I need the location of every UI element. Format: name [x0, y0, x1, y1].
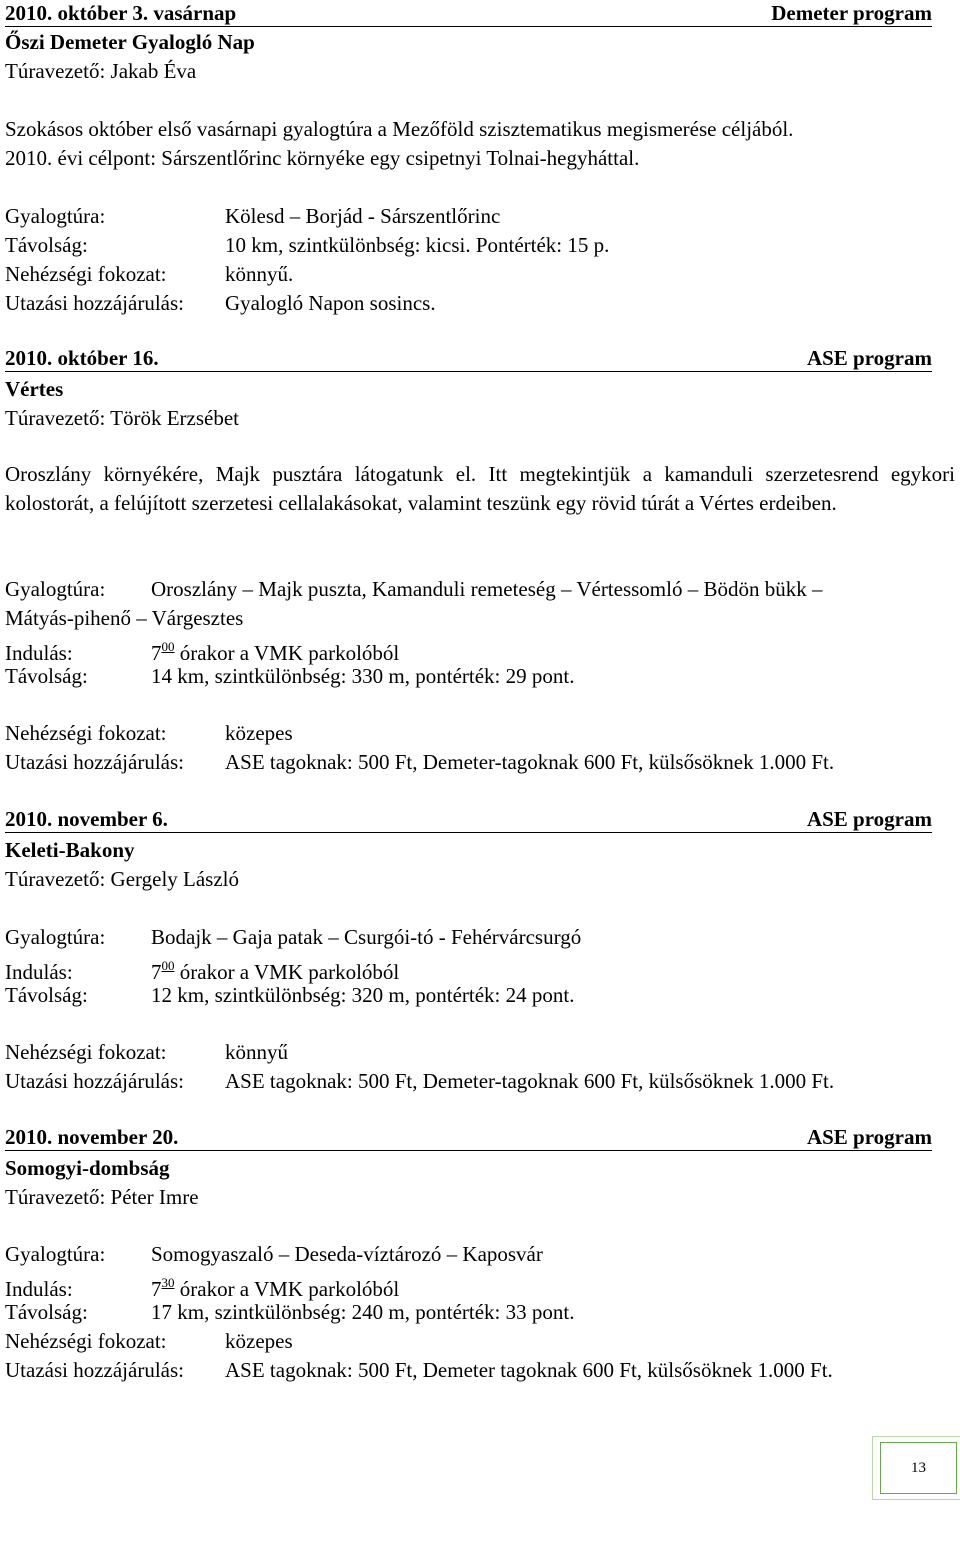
event-date: 2010. október 16. [5, 346, 159, 370]
event-date: 2010. november 6. [5, 807, 168, 831]
difficulty-row [5, 720, 293, 746]
route-value: Somogyaszaló – Deseda-víztározó – Kaposvár [151, 1242, 543, 1266]
cost-row [5, 290, 436, 316]
difficulty-label: Nehézségi fokozat: [5, 1329, 167, 1353]
route-label: Gyalogtúra: [5, 1242, 106, 1266]
distance-value: 10 km, szintkülönbség: kicsi. Pontérték: 15 p. [225, 233, 610, 257]
difficulty-value: könnyű [225, 1040, 288, 1064]
cost-value: Gyalogló Napon sosincs. [225, 291, 436, 315]
event-program: Demeter program [771, 1, 932, 25]
route-value: Kölesd – Borjád - Sárszentlőrinc [225, 204, 501, 228]
event-description: Szokásos október első vasárnapi gyalogtúra a Mezőföld szisztematikus megismerése céljából. [5, 117, 794, 141]
cost-value: ASE tagoknak: 500 Ft, Demeter-tagoknak 600 Ft, külsősöknek 1.000 Ft. [225, 750, 835, 774]
event-header [5, 345, 932, 372]
distance-label: Távolság: [5, 983, 88, 1007]
route-value: Bodajk – Gaja patak – Csurgói-tó - Fehérvárcsurgó [151, 925, 582, 949]
start-place: órakor a VMK parkolóból [179, 641, 400, 665]
start-label: Indulás: [5, 641, 73, 665]
start-hour: 7 [151, 641, 162, 665]
route-value: Oroszlány – Majk puszta, Kamanduli remeteség – Vértessomló – Bödön bükk – [151, 577, 823, 601]
event-program: ASE program [806, 807, 932, 831]
event-title: Keleti-Bakony [5, 838, 135, 862]
cost-value: ASE tagoknak: 500 Ft, Demeter-tagoknak 600 Ft, külsősöknek 1.000 Ft. [225, 1069, 835, 1093]
difficulty-value: közepes [225, 1329, 293, 1353]
event-description: Oroszlány környékére, Majk pusztára látogatunk el. Itt megtekintjük a kamanduli szerzetesrend egykori kolostorát, a felújított szerzetesi cellalakásokat, valamint teszünk egy rövid túrát a Vértes erdeiben. [5, 462, 955, 515]
event-header [5, 806, 932, 833]
route-row [5, 924, 581, 950]
difficulty-row [5, 1039, 288, 1065]
event-title: Vértes [5, 377, 64, 401]
start-label: Indulás: [5, 960, 73, 984]
distance-row [5, 663, 574, 689]
cost-label: Utazási hozzájárulás: [5, 750, 184, 774]
distance-label: Távolság: [5, 233, 88, 257]
distance-label: Távolság: [5, 1300, 88, 1324]
cost-label: Utazási hozzájárulás: [5, 291, 184, 315]
start-hour: 7 [151, 1277, 162, 1301]
difficulty-row [5, 261, 293, 287]
event-header [5, 0, 932, 27]
start-minute: 00 [161, 639, 175, 654]
page-number: 13 [880, 1442, 957, 1494]
difficulty-value: közepes [225, 721, 293, 745]
cost-label: Utazási hozzájárulás: [5, 1358, 184, 1382]
event-leader: Túravezető: Török Erzsébet [5, 406, 240, 430]
difficulty-label: Nehézségi fokozat: [5, 1040, 167, 1064]
event-title: Őszi Demeter Gyalogló Nap [5, 30, 255, 54]
distance-row [5, 1299, 574, 1325]
event-header [5, 1124, 932, 1151]
event-leader: Túravezető: Gergely László [5, 867, 240, 891]
distance-label: Távolság: [5, 664, 88, 688]
cost-label: Utazási hozzájárulás: [5, 1069, 184, 1093]
start-label: Indulás: [5, 1277, 73, 1301]
start-row [5, 953, 399, 985]
distance-row [5, 232, 609, 258]
distance-value: 14 km, szintkülönbség: 330 m, pontérték: 29 pont. [151, 664, 575, 688]
route-label: Gyalogtúra: [5, 577, 106, 601]
distance-value: 12 km, szintkülönbség: 320 m, pontérték: 24 pont. [151, 983, 575, 1007]
start-place: órakor a VMK parkolóból [179, 960, 400, 984]
route-row [5, 203, 500, 229]
event-description: 2010. évi célpont: Sárszentlőrinc környéke egy csipetnyi Tolnai-hegyháttal. [5, 146, 640, 170]
difficulty-row [5, 1328, 293, 1354]
route-row [5, 576, 823, 602]
event-date: 2010. október 3. vasárnap [5, 1, 237, 25]
cost-row [5, 1068, 834, 1094]
start-minute: 30 [161, 1275, 175, 1290]
distance-row [5, 982, 574, 1008]
cost-row [5, 749, 834, 775]
event-program: ASE program [806, 1125, 932, 1149]
event-title: Somogyi-dombság [5, 1156, 170, 1180]
route-row [5, 1241, 543, 1267]
event-date: 2010. november 20. [5, 1125, 179, 1149]
difficulty-label: Nehézségi fokozat: [5, 262, 167, 286]
route-label: Gyalogtúra: [5, 204, 106, 228]
cost-row [5, 1357, 833, 1383]
start-place: órakor a VMK parkolóból [179, 1277, 400, 1301]
cost-value: ASE tagoknak: 500 Ft, Demeter tagoknak 600 Ft, külsősöknek 1.000 Ft. [225, 1358, 833, 1382]
event-leader: Túravezető: Péter Imre [5, 1185, 199, 1209]
start-hour: 7 [151, 960, 162, 984]
start-row [5, 634, 399, 666]
difficulty-value: könnyű. [225, 262, 294, 286]
difficulty-label: Nehézségi fokozat: [5, 721, 167, 745]
route-label: Gyalogtúra: [5, 925, 106, 949]
event-program: ASE program [806, 346, 932, 370]
start-minute: 00 [161, 958, 175, 973]
route-value-continued: Mátyás-pihenő – Várgesztes [5, 606, 244, 630]
event-leader: Túravezető: Jakab Éva [5, 59, 197, 83]
distance-value: 17 km, szintkülönbség: 240 m, pontérték: 33 pont. [151, 1300, 575, 1324]
start-row [5, 1270, 399, 1302]
